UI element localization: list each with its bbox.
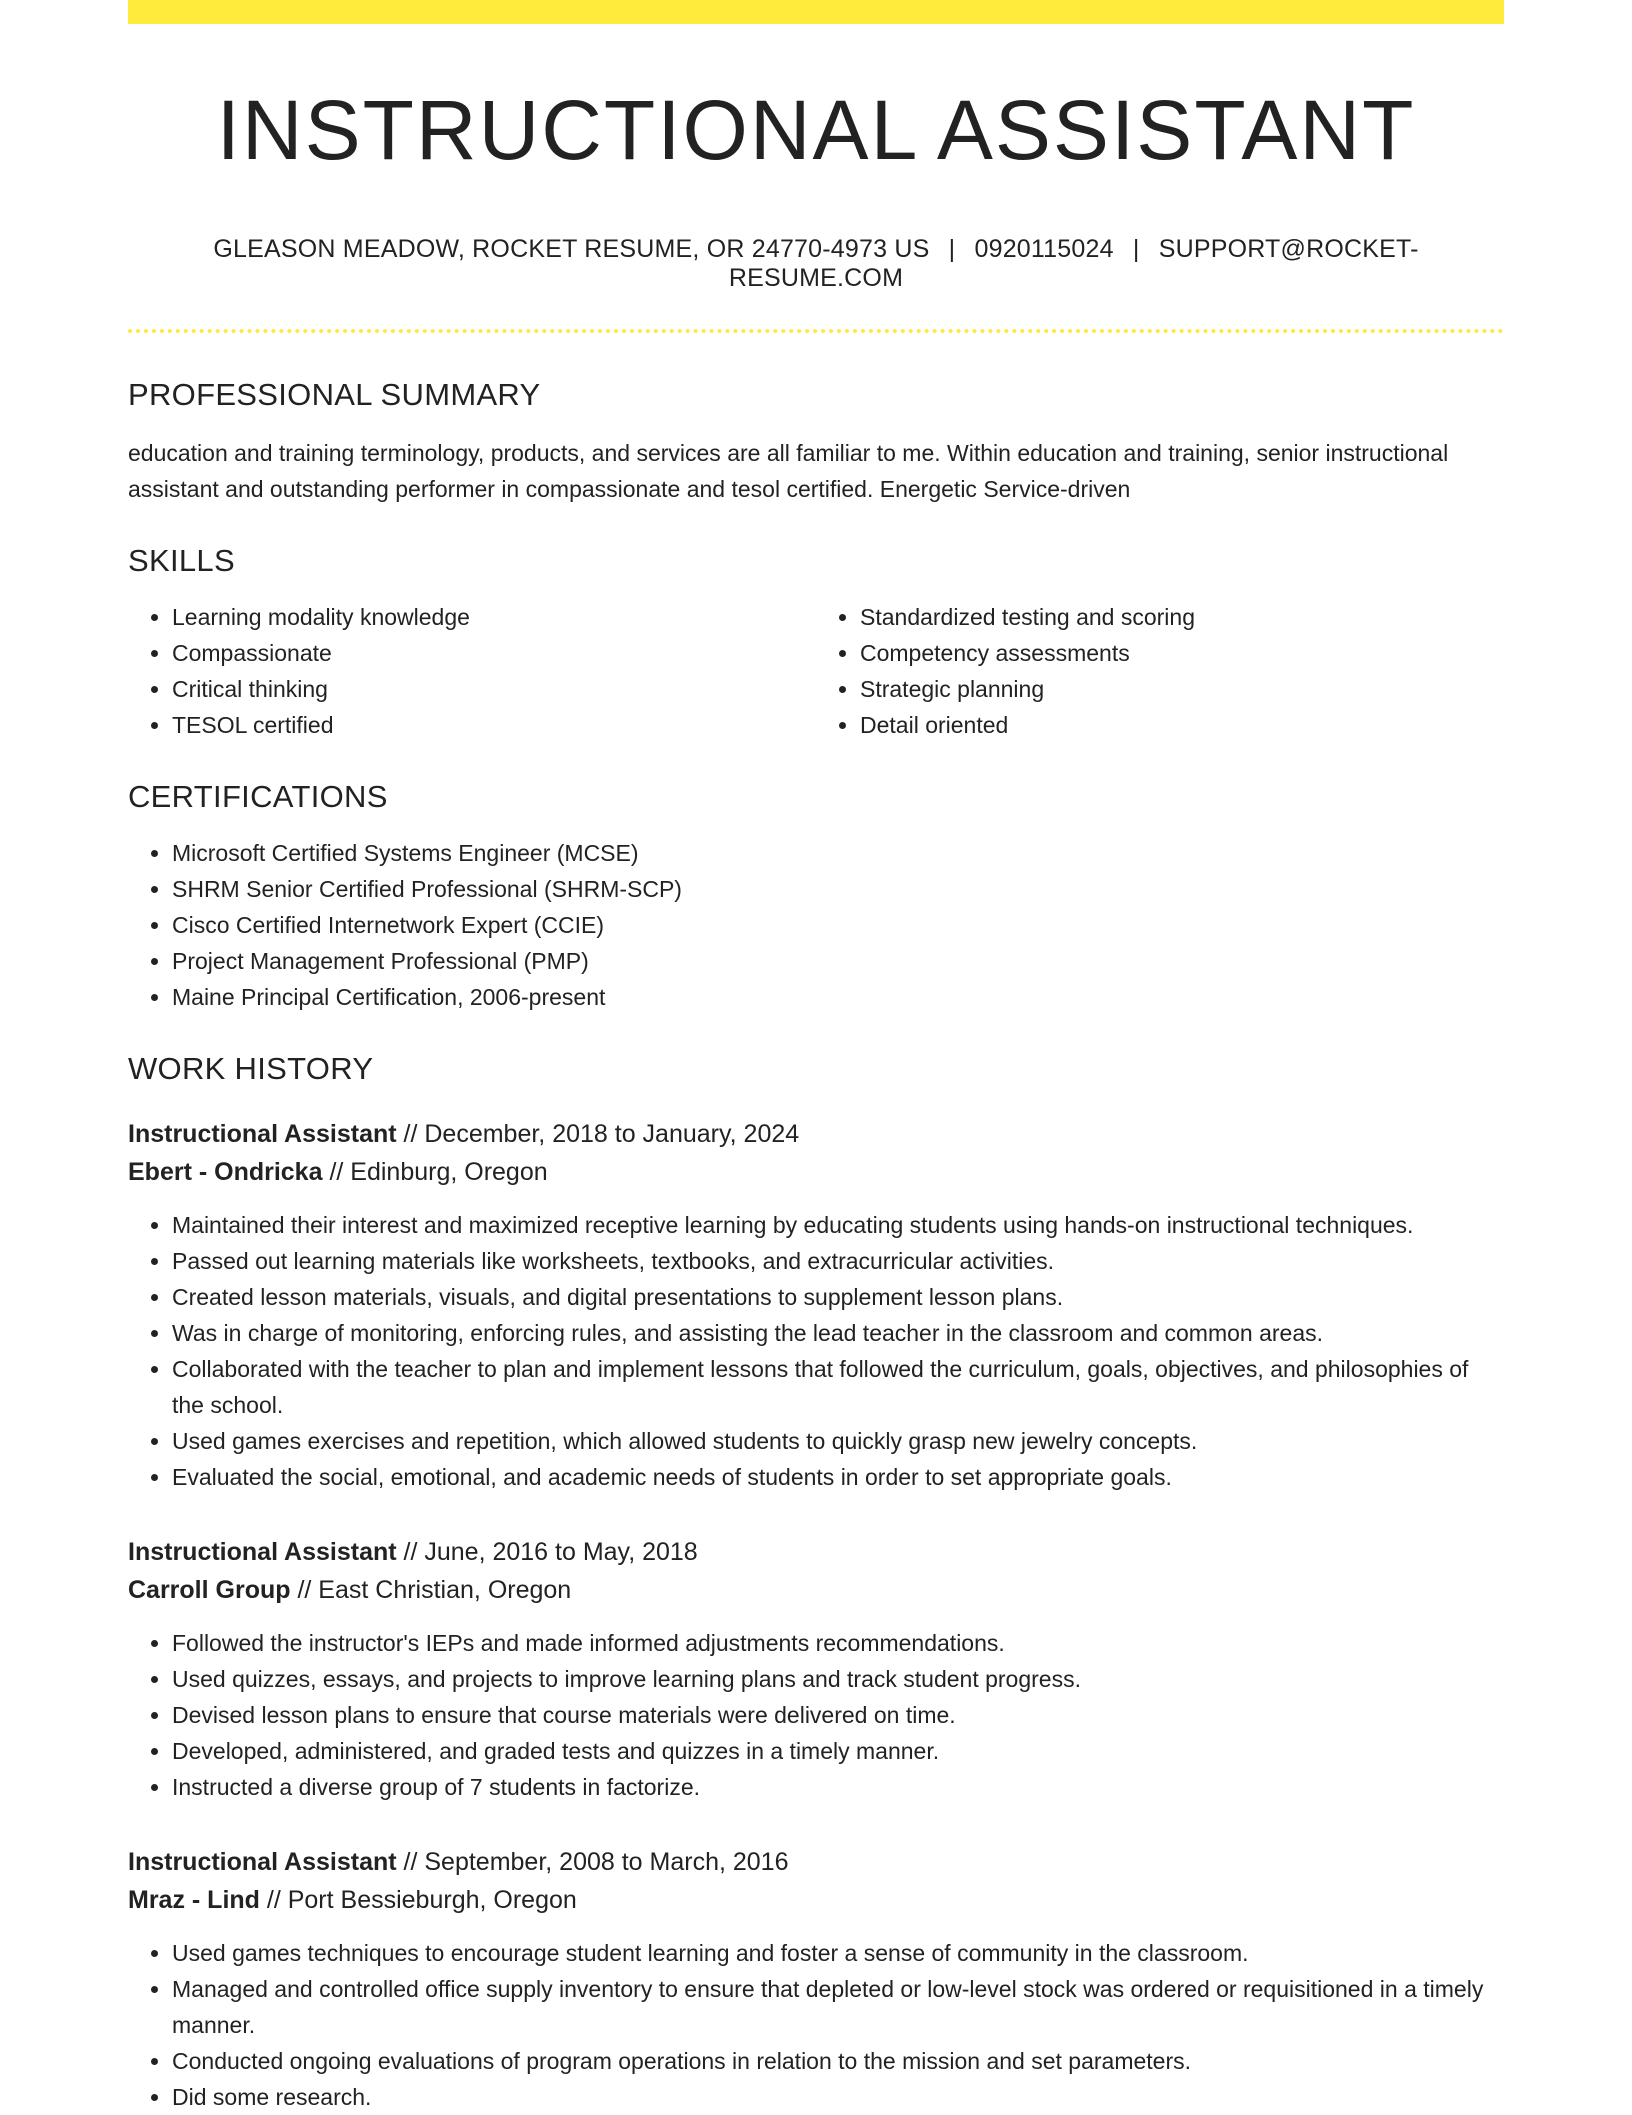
job-bullet: • Followed the instructor's IEPs and made informed adjustments recommendations. [172, 1625, 1504, 1661]
job-entry [128, 1533, 1504, 1805]
job-bullet: • Developed, administered, and graded tests and quizzes in a timely manner. [172, 1733, 1504, 1769]
job-company: Mraz - Lind [128, 1885, 260, 1914]
skills-list-left [128, 599, 816, 743]
job-bullet: • Maintained their interest and maximized receptive learning by educating students using hands-on instructional techniques. [172, 1207, 1504, 1243]
job-location: // Edinburg, Oregon [329, 1157, 548, 1186]
job-dates: // September, 2008 to March, 2016 [403, 1847, 789, 1876]
job-company-line [128, 1571, 1504, 1609]
job-title: Instructional Assistant [128, 1847, 397, 1876]
skill-item: • TESOL certified [172, 707, 816, 743]
job-bullets [128, 1207, 1504, 1495]
job-bullet: • Conducted ongoing evaluations of program operations in relation to the mission and set parameters. [172, 2043, 1504, 2079]
job-title-line [128, 1843, 1504, 1881]
job-bullet: • Passed out learning materials like worksheets, textbooks, and extracurricular activities. [172, 1243, 1504, 1279]
job-bullet: • Did some research. [172, 2079, 1504, 2115]
skill-item: • Critical thinking [172, 671, 816, 707]
job-bullet: • Used games exercises and repetition, which allowed students to quickly grasp new jewelry concepts. [172, 1423, 1504, 1459]
job-company: Carroll Group [128, 1575, 291, 1604]
job-bullets [128, 1625, 1504, 1805]
job-entry [128, 1115, 1504, 1495]
job-bullet: • Devised lesson plans to ensure that course materials were delivered on time. [172, 1697, 1504, 1733]
header-divider [128, 329, 1504, 333]
summary-text: education and training terminology, products, and services are all familiar to me. Within education and training, senior instructional assistant and outstanding performer in compassionate and tesol certified. Energetic Service-driven [128, 439, 1449, 502]
work-history-section [128, 1051, 1504, 2115]
skill-item: • Strategic planning [860, 671, 1504, 707]
job-dates: // June, 2016 to May, 2018 [403, 1537, 698, 1566]
contact-separator: | [948, 234, 956, 263]
job-bullet: • Instructed a diverse group of 7 students in factorize. [172, 1769, 1504, 1805]
job-company: Ebert - Ondricka [128, 1157, 323, 1186]
job-location: // East Christian, Oregon [297, 1575, 572, 1604]
job-location: // Port Bessieburgh, Oregon [266, 1885, 577, 1914]
certification-item: • Project Management Professional (PMP) [172, 943, 1504, 979]
skills-heading: SKILLS [128, 542, 235, 578]
resume-title: INSTRUCTIONAL ASSISTANT [216, 83, 1416, 177]
job-bullet: • Collaborated with the teacher to plan and implement lessons that followed the curriculum, goals, objectives, and philosophies of the school. [172, 1351, 1504, 1423]
certifications-heading: CERTIFICATIONS [128, 778, 388, 814]
skill-item: • Competency assessments [860, 635, 1504, 671]
job-bullet: • Used quizzes, essays, and projects to improve learning plans and track student progress. [172, 1661, 1504, 1697]
contact-address: GLEASON MEADOW, ROCKET RESUME, OR 24770-4973 US [213, 234, 930, 263]
contact-separator: | [1132, 234, 1140, 263]
job-title-line [128, 1115, 1504, 1153]
contact-phone: 0920115024 [974, 234, 1114, 263]
certification-item: • Cisco Certified Internetwork Expert (CCIE) [172, 907, 1504, 943]
job-company-line [128, 1153, 1504, 1191]
job-company-line [128, 1881, 1504, 1919]
summary-heading: PROFESSIONAL SUMMARY [128, 376, 541, 412]
summary-section [128, 377, 1504, 507]
skills-section [128, 543, 1504, 743]
contact-line [128, 235, 1504, 293]
certification-item: • Maine Principal Certification, 2006-present [172, 979, 1504, 1015]
skill-item: • Learning modality knowledge [172, 599, 816, 635]
job-bullet: • Created lesson materials, visuals, and digital presentations to supplement lesson plans. [172, 1279, 1504, 1315]
job-bullet: • Used games techniques to encourage student learning and foster a sense of community in the classroom. [172, 1935, 1504, 1971]
skill-item: • Detail oriented [860, 707, 1504, 743]
job-title: Instructional Assistant [128, 1537, 397, 1566]
job-bullet: • Managed and controlled office supply inventory to ensure that depleted or low-level stock was ordered or requisitioned in a timely manner. [172, 1971, 1504, 2043]
contact-email: SUPPORT@ROCKET-RESUME.COM [728, 234, 1419, 292]
job-dates: // December, 2018 to January, 2024 [403, 1119, 800, 1148]
skills-list-right [816, 599, 1504, 743]
job-entry [128, 1843, 1504, 2115]
certification-item: • SHRM Senior Certified Professional (SHRM-SCP) [172, 871, 1504, 907]
job-bullets [128, 1935, 1504, 2115]
job-bullet: • Evaluated the social, emotional, and academic needs of students in order to set appropriate goals. [172, 1459, 1504, 1495]
accent-bar [128, 0, 1504, 24]
job-bullet: • Was in charge of monitoring, enforcing rules, and assisting the lead teacher in the classroom and common areas. [172, 1315, 1504, 1351]
certifications-section [128, 779, 1504, 1015]
skill-item: • Compassionate [172, 635, 816, 671]
job-title: Instructional Assistant [128, 1119, 397, 1148]
resume-page [128, 0, 1504, 2115]
job-title-line [128, 1533, 1504, 1571]
skills-grid [128, 599, 1504, 743]
certifications-list [128, 835, 1504, 1015]
skill-item: • Standardized testing and scoring [860, 599, 1504, 635]
work-history-heading: WORK HISTORY [128, 1050, 374, 1086]
certification-item: • Microsoft Certified Systems Engineer (MCSE) [172, 835, 1504, 871]
